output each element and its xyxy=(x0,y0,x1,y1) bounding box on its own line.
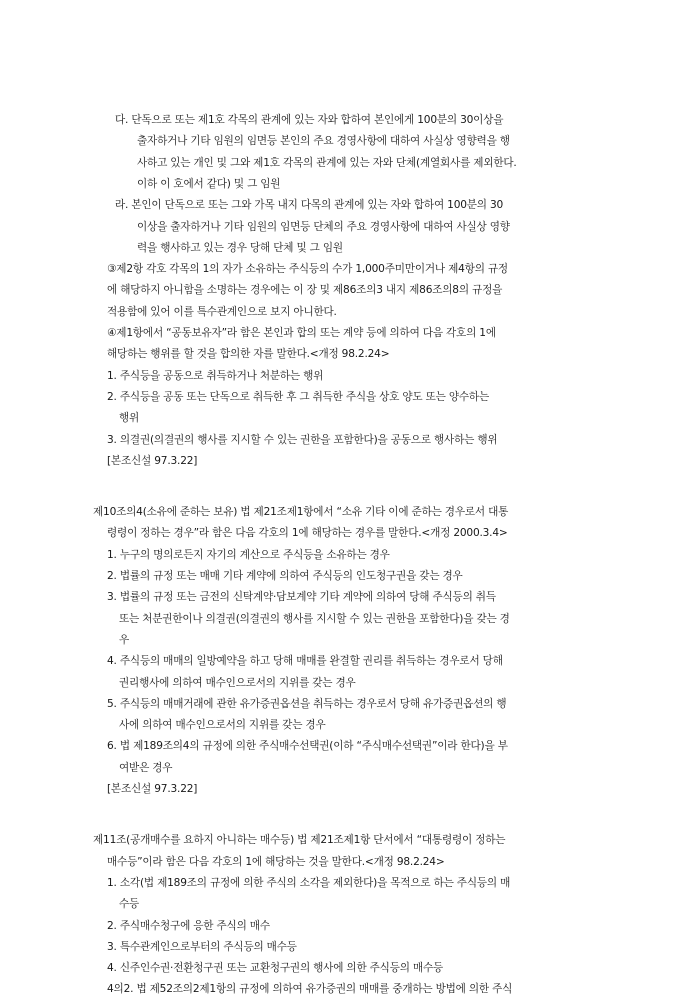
paragraph-4: ④제1항에서 “공동보유자”라 함은 본인과 합의 또는 계약 등에 의하여 다음 각호의 1에 xyxy=(107,327,496,339)
list-item: 4. 신주인수권·전환청구권 또는 교환청구권의 행사에 의한 주식등의 매수등 xyxy=(107,962,444,975)
text-line: 여받은 경우 xyxy=(119,761,173,774)
list-item: 1. 주식등을 공동으로 취득하거나 처분하는 행위 xyxy=(107,369,324,382)
text-line: 적용함에 있어 이를 특수관계인으로 보지 아니한다. xyxy=(107,305,337,318)
text-line: 해당하는 행위를 할 것을 합의한 자를 말한다.<개정 98.2.24> xyxy=(107,348,390,361)
text-line: 권리행사에 의하여 매수인으로서의 지위를 갖는 경우 xyxy=(119,676,356,689)
list-item: 2. 주식매수청구에 응한 주식의 매수 xyxy=(107,919,270,932)
text-line: 행위 xyxy=(119,412,140,425)
text-line: 다. 단독으로 또는 제1호 각목의 관계에 있는 자와 합하여 본인에게 100분의 30이상을 xyxy=(115,114,504,126)
text-line: 에 해당하지 아니함을 소명하는 경우에는 이 장 및 제86조의3 내지 제86조의8의 규정을 xyxy=(107,284,503,297)
text-line: 사에 의하여 매수인으로서의 지위를 갖는 경우 xyxy=(119,719,326,732)
list-item: 3. 특수관계인으로부터의 주식등의 매수등 xyxy=(107,940,297,953)
list-item: 2. 주식등을 공동 또는 단독으로 취득한 후 그 취득한 주식을 상호 양도 또는 양수하는 xyxy=(107,390,489,403)
text-line: 또는 처분권한이나 의결권(의결권의 행사를 지시할 수 있는 권한을 포함한다)을 갖는 경 xyxy=(119,612,510,625)
list-item: 3. 법률의 규정 또는 금전의 신탁계약·담보계약 기타 계약에 의하여 당해 주식등의 취득 xyxy=(107,591,496,604)
list-item: 5. 주식등의 매매거래에 관한 유가증권옵션을 취득하는 경우로서 당해 유가증권옵션의 행 xyxy=(107,697,507,710)
list-item: 4의2. 법 제52조의2제1항의 규정에 의하여 유가증권의 매매를 중개하는 방법에 의한 주식 xyxy=(107,983,513,996)
paragraph-3: ③제2항 각호 각목의 1의 자가 소유하는 주식등의 수가 1,000주미만이거나 제4항의 규정 xyxy=(107,263,508,276)
article-heading: 제10조의4(소유에 준하는 보유) 법 제21조제1항에서 “소유 기타 이에 준하는 경우로서 대통 xyxy=(93,506,509,519)
text-line: 이상을 출자하거나 기타 임원의 임면등 단체의 주요 경영사항에 대하여 사실상 영향 xyxy=(137,220,510,233)
list-item: 2. 법률의 규정 또는 매매 기타 계약에 의하여 주식등의 인도청구권을 갖는 경우 xyxy=(107,570,463,582)
list-item: 4. 주식등의 매매의 일방예약을 하고 당해 매매를 완결할 권리를 취득하는 경우로서 당해 xyxy=(107,655,503,668)
text-line: 우 xyxy=(119,633,130,646)
article-heading: 제11조(공개매수를 요하지 아니하는 매수등) 법 제21조제1항 단서에서 “대통령령이 정하는 xyxy=(93,834,506,847)
text-line: 령령이 정하는 경우”라 함은 다음 각호의 1에 해당하는 경우를 말한다.<개정 2000.3.4> xyxy=(107,527,508,540)
list-item: 1. 누구의 명의로든지 자기의 계산으로 주식등을 소유하는 경우 xyxy=(107,548,390,561)
text-line: 사하고 있는 개인 및 그와 제1호 각목의 관계에 있는 자와 단체(계열회사를 제외한다. xyxy=(137,156,517,169)
amendment-note: [본조신설 97.3.22] xyxy=(107,783,198,795)
text-line: 출자하거나 기타 임원의 임면등 본인의 주요 경영사항에 대하여 사실상 영향력을 행 xyxy=(137,135,510,148)
text-line: 매수등”이라 함은 다음 각호의 1에 해당하는 것을 말한다.<개정 98.2.24> xyxy=(107,855,445,868)
list-item: 6. 법 제189조의4의 규정에 의한 주식매수선택권(이하 “주식매수선택권”이라 한다)을 부 xyxy=(107,740,508,753)
amendment-note: [본조신설 97.3.22] xyxy=(107,454,198,467)
list-item: 1. 소각(법 제189조의 규정에 의한 주식의 소각을 제외한다)을 목적으로 하는 주식등의 매 xyxy=(107,876,511,889)
text-line: 이하 이 호에서 같다) 및 그 임원 xyxy=(137,177,281,190)
text-line: 수등 xyxy=(119,898,140,911)
text-line: 라. 본인이 단독으로 또는 그와 가목 내지 다목의 관계에 있는 자와 합하여 100분의 30 xyxy=(115,199,504,212)
list-item: 3. 의결권(의결권의 행사를 지시할 수 있는 권한을 포함한다)을 공동으로 행사하는 행위 xyxy=(107,433,498,446)
text-line: 력을 행사하고 있는 경우 당해 단체 및 그 임원 xyxy=(137,241,343,254)
